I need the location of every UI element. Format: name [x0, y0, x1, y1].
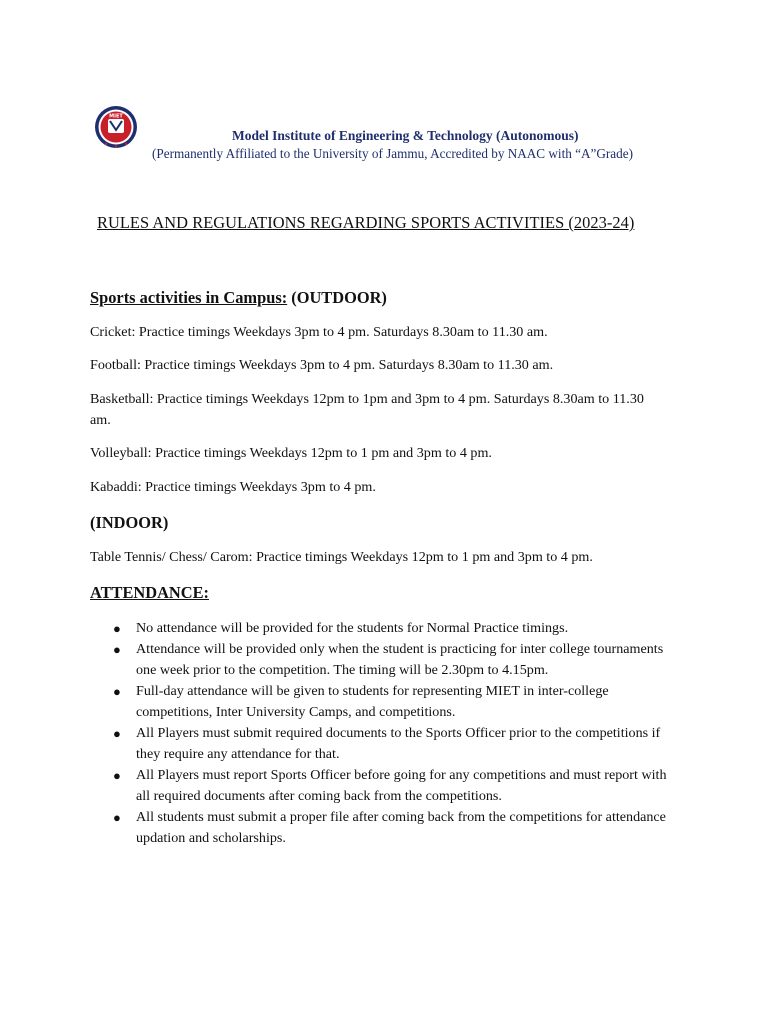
- list-item: [90, 618, 680, 639]
- institute-name: Model Institute of Engineering & Technology (Autonomous): [232, 128, 579, 143]
- indoor-heading: (INDOOR): [90, 513, 169, 532]
- institute-affiliation: (Permanently Affiliated to the University of Jammu, Accredited by NAAC with “A”Grade): [152, 146, 633, 161]
- outdoor-item-basketball: Basketball: Practice timings Weekdays 12pm to 1pm and 3pm to 4 pm. Saturdays 8.30am to 11.30 am.: [90, 391, 644, 428]
- bullet-icon: ●: [113, 642, 121, 657]
- attendance-item-text: All students must submit a proper file after coming back from the competitions for attendance updation and scholarships.: [136, 809, 666, 846]
- attendance-item-text: No attendance will be provided for the students for Normal Practice timings.: [136, 620, 569, 636]
- list-item: [90, 681, 680, 723]
- attendance-item-text: Attendance will be provided only when the student is practicing for inter college tournaments one week prior to the competition. The timing will be 2.30pm to 4.15pm.: [136, 641, 664, 678]
- institute-logo: [94, 103, 138, 151]
- list-item: [90, 807, 680, 849]
- outdoor-item-volleyball: Volleyball: Practice timings Weekdays 12pm to 1 pm and 3pm to 4 pm.: [90, 445, 492, 461]
- outdoor-item-kabaddi: Kabaddi: Practice timings Weekdays 3pm to 4 pm.: [90, 479, 376, 495]
- list-item: [90, 765, 680, 807]
- bullet-icon: ●: [113, 684, 121, 699]
- attendance-heading: ATTENDANCE:: [90, 583, 209, 602]
- attendance-item-text: All Players must submit required documents to the Sports Officer prior to the competitions if they require any attendance for that.: [136, 725, 661, 762]
- institute-seal-icon: [94, 103, 138, 151]
- list-item: [90, 723, 680, 765]
- indoor-item-table-tennis: Table Tennis/ Chess/ Carom: Practice timings Weekdays 12pm to 1 pm and 3pm to 4 pm.: [90, 549, 593, 565]
- attendance-item-text: All Players must report Sports Officer before going for any competitions and must report with all required documents after coming back from the competitions.: [136, 767, 667, 804]
- bullet-icon: ●: [113, 768, 121, 783]
- outdoor-heading-rest: (OUTDOOR): [287, 288, 387, 307]
- bullet-icon: ●: [113, 621, 121, 636]
- attendance-list: [90, 618, 680, 849]
- bullet-icon: ●: [113, 726, 121, 741]
- list-item: [90, 639, 680, 681]
- bullet-icon: ●: [113, 810, 121, 825]
- logo-text: MIET: [109, 113, 123, 120]
- outdoor-item-football: Football: Practice timings Weekdays 3pm to 4 pm. Saturdays 8.30am to 11.30 am.: [90, 357, 554, 373]
- outdoor-heading: [90, 288, 387, 308]
- outdoor-heading-underlined: Sports activities in Campus:: [90, 288, 288, 307]
- document-title: RULES AND REGULATIONS REGARDING SPORTS ACTIVITIES (2023-24): [97, 213, 635, 232]
- outdoor-item-cricket: Cricket: Practice timings Weekdays 3pm to 4 pm. Saturdays 8.30am to 11.30 am.: [90, 324, 548, 340]
- attendance-item-text: Full-day attendance will be given to students for representing MIET in inter-college competitions, Inter University Camps, and competitions.: [136, 683, 609, 720]
